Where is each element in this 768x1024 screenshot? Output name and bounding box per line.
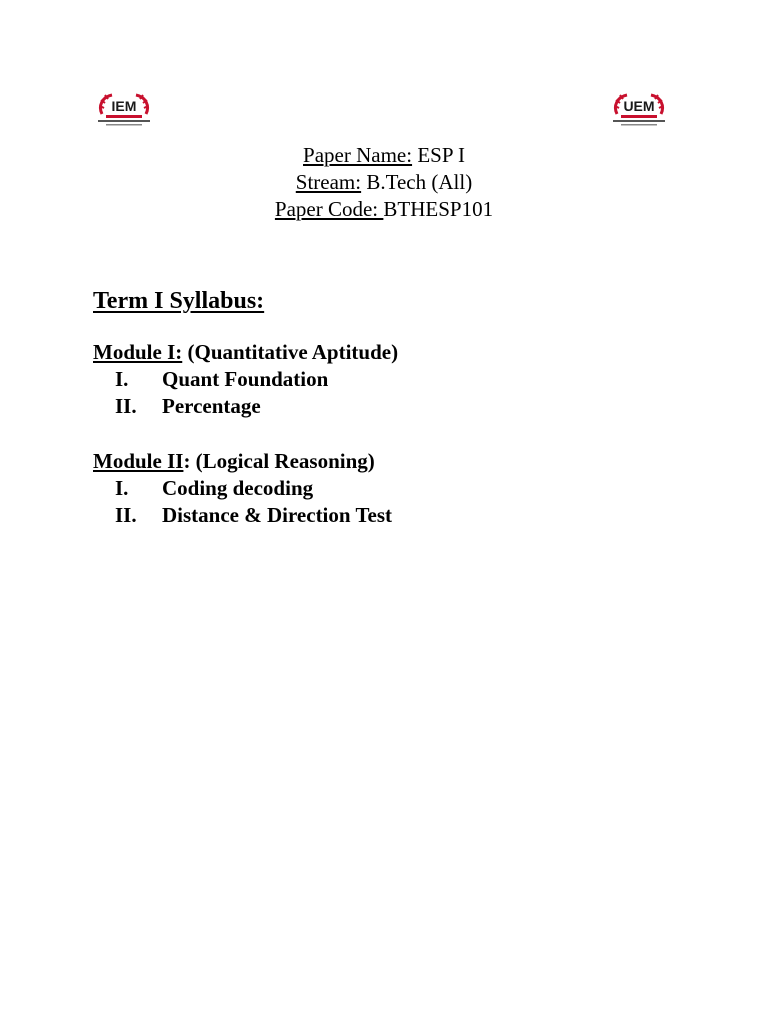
list-item-numeral: II. (115, 503, 137, 527)
term-heading: Term I Syllabus: (93, 288, 265, 314)
list-item (93, 366, 398, 393)
paper-header (0, 142, 768, 223)
module-topic: : (Logical Reasoning) (183, 449, 375, 473)
list-item-text: Percentage (162, 394, 261, 418)
uem-logo-tagline (613, 120, 665, 122)
uem-logo-emblem (609, 92, 669, 134)
stream-label: Stream: (295, 170, 362, 194)
paper-code-label: Paper Code: (274, 197, 384, 221)
paper-name-line (0, 142, 768, 169)
module-section (93, 448, 392, 529)
uem-logo-name: UEM (623, 98, 655, 114)
module-topic-list (93, 475, 392, 529)
module-section (93, 339, 398, 420)
list-item-text: Quant Foundation (162, 367, 329, 391)
module-label: Module II (93, 449, 184, 473)
paper-name-label: Paper Name: (303, 143, 413, 167)
stream-value: B.Tech (All) (361, 170, 473, 194)
paper-code-line (0, 196, 768, 223)
iem-logo-emblem (94, 92, 154, 134)
list-item-numeral: II. (115, 394, 137, 418)
list-item (93, 502, 392, 529)
paper-name-value: ESP I (412, 143, 465, 167)
module-topic-list (93, 366, 398, 420)
iem-logo (94, 92, 154, 134)
list-item-text: Distance & Direction Test (162, 503, 393, 527)
iem-logo-subtitle (106, 124, 142, 126)
iem-logo-name: IEM (111, 98, 137, 114)
list-item-numeral: I. (115, 476, 129, 500)
module-label: Module I: (93, 340, 183, 364)
paper-code-value: BTHESP101 (383, 197, 494, 221)
list-item-text: Coding decoding (162, 476, 314, 500)
list-item (93, 475, 392, 502)
module-title (93, 339, 398, 366)
list-item (93, 393, 398, 420)
uem-logo (609, 92, 669, 134)
iem-logo-tagline (98, 120, 150, 122)
module-topic: (Quantitative Aptitude) (182, 340, 399, 364)
module-title (93, 448, 392, 475)
uem-logo-subtitle (621, 124, 657, 126)
stream-line (0, 169, 768, 196)
list-item-numeral: I. (115, 367, 129, 391)
